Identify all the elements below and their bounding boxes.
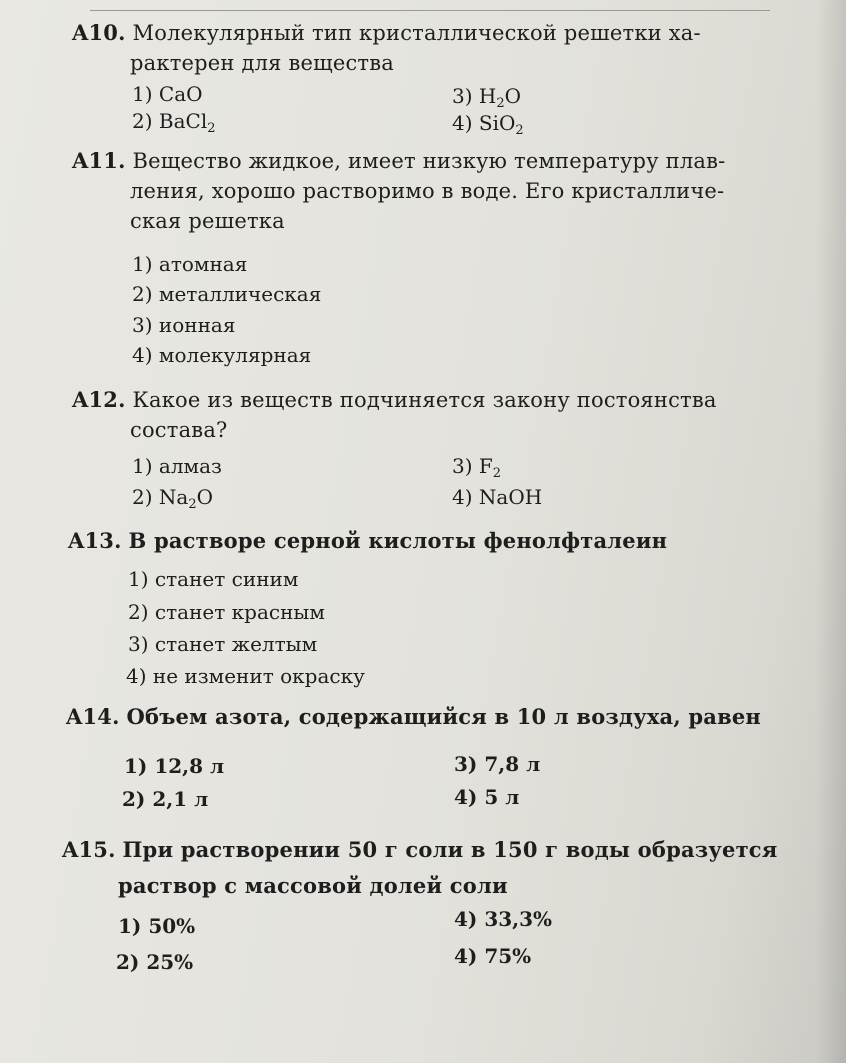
option-a11-1[interactable]: [132, 250, 247, 278]
option-number: 1): [128, 567, 155, 591]
question-text: [72, 146, 792, 236]
option-text: [148, 914, 195, 938]
formula-part: 12,8 л: [154, 754, 225, 778]
formula-part: атомная: [158, 252, 248, 276]
formula-part: металлическая: [158, 282, 322, 306]
option-number: 2): [116, 950, 147, 974]
option-a12-2[interactable]: [132, 483, 213, 519]
option-number: 1): [118, 914, 149, 938]
option-number: 4): [454, 785, 485, 809]
option-text: [159, 252, 247, 276]
option-number: 4): [452, 485, 479, 509]
question-number: A12.: [72, 387, 126, 412]
formula-part: 50%: [148, 914, 196, 938]
question-number: A13.: [68, 528, 122, 553]
option-a14-2[interactable]: [122, 785, 208, 813]
question-a11: [72, 146, 792, 236]
formula-part: станет желтым: [154, 632, 318, 656]
formula-part: станет красным: [154, 600, 325, 624]
option-number: 3): [452, 84, 479, 108]
option-text: [155, 600, 325, 624]
option-a14-1[interactable]: [124, 752, 224, 780]
question-line: Вещество жидкое, имеет низкую температуру плав-: [132, 149, 726, 173]
option-text: [484, 907, 552, 931]
option-a10-2[interactable]: [132, 107, 216, 143]
option-text: [478, 454, 502, 481]
formula-part: 7,8 л: [484, 752, 541, 776]
formula-part: O: [504, 84, 522, 108]
option-text: [158, 109, 216, 136]
option-number: 1): [132, 252, 159, 276]
subscript: 2: [207, 121, 216, 136]
option-text: [152, 787, 208, 811]
question-line: В растворе серной кислоты фенолфталеин: [128, 528, 668, 553]
question-a14: [66, 702, 806, 732]
option-text: [484, 785, 519, 809]
option-text: [155, 632, 317, 656]
option-number: 3): [452, 454, 479, 478]
option-a13-1[interactable]: [128, 565, 298, 593]
question-number: A10.: [72, 20, 126, 45]
option-text: [478, 84, 522, 111]
question-line: рактерен для вещества: [130, 51, 394, 75]
formula-part: F: [478, 454, 493, 478]
option-text: [158, 485, 214, 512]
option-a15-1[interactable]: [118, 912, 195, 940]
option-text: [154, 754, 224, 778]
option-number: 3): [132, 313, 159, 337]
question-line: Какое из веществ подчиняется закону постоянства: [132, 388, 717, 412]
option-a15-4b[interactable]: [454, 942, 531, 970]
subscript: 2: [496, 96, 505, 111]
question-line: Объем азота, содержащийся в 10 л воздуха, равен: [126, 704, 761, 729]
option-a11-4[interactable]: [132, 341, 311, 369]
option-number: 2): [132, 109, 159, 133]
question-number: A11.: [72, 148, 126, 173]
option-number: 1): [132, 454, 159, 478]
question-line: ления, хорошо растворимо в воде. Его кристалличе-: [130, 179, 725, 203]
formula-part: алмаз: [158, 454, 222, 478]
option-number: 3): [454, 752, 485, 776]
option-text: [153, 664, 365, 688]
question-a13: [68, 526, 788, 556]
option-text: [159, 343, 311, 367]
question-line: состава?: [130, 418, 228, 442]
option-number: 2): [132, 485, 159, 509]
question-number: A14.: [66, 704, 120, 729]
option-number: 4): [132, 343, 159, 367]
option-a11-3[interactable]: [132, 311, 235, 339]
formula-part: CaO: [158, 82, 203, 106]
formula-part: 33,3%: [484, 907, 553, 931]
option-number: 4): [452, 111, 479, 135]
formula-part: 25%: [146, 950, 194, 974]
formula-part: NaOH: [478, 485, 543, 509]
option-text: [484, 944, 531, 968]
option-a11-2[interactable]: [132, 280, 321, 308]
option-number: 2): [132, 282, 159, 306]
formula-part: молекулярная: [158, 343, 312, 367]
question-a12: [72, 385, 792, 445]
option-number: 4): [454, 944, 485, 968]
option-a14-4[interactable]: [454, 783, 519, 811]
option-text: [159, 313, 236, 337]
formula-part: Na: [158, 485, 189, 509]
option-a15-4a[interactable]: [454, 905, 552, 933]
formula-part: ионная: [158, 313, 236, 337]
option-a15-2[interactable]: [116, 948, 193, 976]
formula-part: 2,1 л: [152, 787, 209, 811]
option-a10-4[interactable]: [452, 109, 524, 145]
option-text: [484, 752, 540, 776]
question-text: [72, 18, 772, 78]
page-top-rule: [90, 10, 770, 11]
option-a12-1[interactable]: [132, 452, 222, 480]
question-text: [66, 702, 806, 732]
option-number: 1): [124, 754, 155, 778]
formula-part: станет синим: [154, 567, 299, 591]
question-line: Молекулярный тип кристаллической решетки ха-: [132, 21, 701, 45]
option-text: [159, 82, 203, 106]
question-number: A15.: [62, 837, 116, 862]
option-number: 3): [128, 632, 155, 656]
subscript: 2: [188, 497, 197, 512]
question-line: раствор с массовой долей соли: [118, 873, 508, 898]
formula-part: не изменит окраску: [152, 664, 365, 688]
formula-part: 75%: [484, 944, 532, 968]
formula-part: BaCl: [158, 109, 208, 133]
option-text: [159, 454, 222, 478]
formula-part: O: [196, 485, 214, 509]
question-line: ская решетка: [130, 209, 285, 233]
option-number: 2): [122, 787, 153, 811]
option-number: 2): [128, 600, 155, 624]
question-line: При растворении 50 г соли в 150 г воды образуется: [122, 837, 778, 862]
question-text: [68, 526, 788, 556]
subscript: 2: [515, 123, 524, 138]
option-number: 4): [454, 907, 485, 931]
option-text: [146, 950, 193, 974]
option-text: [155, 567, 299, 591]
option-text: [479, 485, 542, 509]
option-a13-2[interactable]: [128, 598, 325, 626]
question-text: [72, 385, 792, 445]
formula-part: 5 л: [484, 785, 520, 809]
option-text: [159, 282, 321, 306]
option-text: [478, 111, 524, 138]
question-a15: [62, 832, 832, 904]
option-number: 1): [132, 82, 159, 106]
option-number: 4): [126, 664, 153, 688]
question-text: [62, 832, 832, 904]
formula-part: H: [478, 84, 497, 108]
option-a14-3[interactable]: [454, 750, 540, 778]
option-a13-4[interactable]: [126, 662, 365, 690]
option-a12-4[interactable]: [452, 483, 542, 511]
subscript: 2: [492, 466, 502, 481]
formula-part: SiO: [478, 111, 516, 135]
question-a10: [72, 18, 772, 78]
option-a10-1[interactable]: [132, 80, 203, 108]
option-a13-3[interactable]: [128, 630, 317, 658]
